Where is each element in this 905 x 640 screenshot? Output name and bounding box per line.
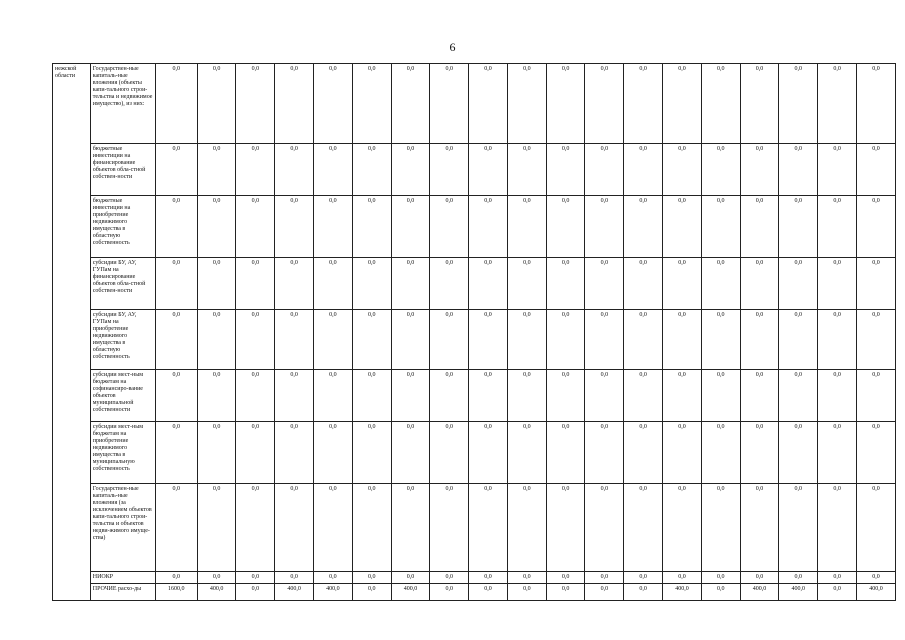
value-cell: 0,0 (856, 422, 895, 484)
value-cell: 0,0 (352, 196, 391, 258)
value-cell: 0,0 (507, 144, 546, 196)
value-cell: 0,0 (740, 64, 779, 144)
value-cell: 0,0 (391, 484, 430, 572)
value-cell: 0,0 (701, 64, 740, 144)
value-cell: 0,0 (391, 310, 430, 370)
value-cell: 0,0 (740, 572, 779, 584)
value-cell: 0,0 (275, 572, 314, 584)
value-cell: 0,0 (197, 64, 236, 144)
value-cell: 0,0 (624, 196, 663, 258)
value-cell: 0,0 (546, 422, 585, 484)
value-cell: 0,0 (585, 422, 624, 484)
value-cell: 0,0 (701, 144, 740, 196)
value-cell: 0,0 (469, 584, 508, 601)
table-row (53, 196, 896, 258)
value-cell: 0,0 (507, 584, 546, 601)
table-row (53, 370, 896, 422)
value-cell: 0,0 (352, 310, 391, 370)
value-cell: 0,0 (585, 196, 624, 258)
value-cell: 0,0 (585, 484, 624, 572)
value-cell: 0,0 (430, 144, 469, 196)
value-cell: 0,0 (856, 64, 895, 144)
table-row (53, 64, 896, 144)
value-cell: 0,0 (701, 572, 740, 584)
value-cell: 0,0 (663, 484, 702, 572)
row-label: субсидии мест-ным бюджетам на приобретение недвижимого имущества в муниципальную собственность (90, 422, 155, 484)
value-cell: 0,0 (585, 572, 624, 584)
value-cell: 0,0 (469, 196, 508, 258)
value-cell: 0,0 (352, 422, 391, 484)
value-cell: 400,0 (663, 584, 702, 601)
value-cell: 0,0 (779, 64, 818, 144)
value-cell: 0,0 (818, 144, 857, 196)
value-cell: 0,0 (314, 422, 353, 484)
value-cell: 0,0 (430, 196, 469, 258)
table-row (53, 484, 896, 572)
value-cell: 400,0 (275, 584, 314, 601)
row-label: субсидии БУ, АУ, ГУПам на приобретение недвижимого имущества в областную собственность (90, 310, 155, 370)
value-cell: 0,0 (469, 258, 508, 310)
value-cell: 0,0 (275, 484, 314, 572)
value-cell: 0,0 (701, 484, 740, 572)
row-label: Государствен-ные капиталь-ные вложения (за исключением объектов капи-тального строи-тельства и объектов недви-жимого имуще-ства) (90, 484, 155, 572)
value-cell: 0,0 (585, 64, 624, 144)
value-cell: 0,0 (469, 370, 508, 422)
value-cell: 0,0 (624, 64, 663, 144)
value-cell: 0,0 (469, 310, 508, 370)
value-cell: 0,0 (546, 572, 585, 584)
value-cell: 0,0 (352, 258, 391, 310)
value-cell: 0,0 (701, 370, 740, 422)
value-cell: 0,0 (275, 258, 314, 310)
value-cell: 0,0 (663, 64, 702, 144)
value-cell: 0,0 (430, 422, 469, 484)
value-cell: 0,0 (856, 144, 895, 196)
value-cell: 0,0 (430, 572, 469, 584)
value-cell: 0,0 (624, 484, 663, 572)
value-cell: 0,0 (779, 258, 818, 310)
value-cell: 400,0 (197, 584, 236, 601)
table-row (53, 422, 896, 484)
value-cell: 0,0 (818, 370, 857, 422)
value-cell: 0,0 (391, 572, 430, 584)
value-cell: 0,0 (546, 144, 585, 196)
value-cell: 0,0 (779, 196, 818, 258)
budget-table (52, 63, 896, 601)
value-cell: 0,0 (469, 64, 508, 144)
value-cell: 0,0 (236, 584, 275, 601)
row-label: бюджетные инвестиции на приобретение недвижимого имущества в областную собственность (90, 196, 155, 258)
value-cell: 0,0 (818, 64, 857, 144)
value-cell: 0,0 (856, 310, 895, 370)
value-cell: 0,0 (391, 370, 430, 422)
value-cell: 0,0 (546, 584, 585, 601)
value-cell: 0,0 (507, 422, 546, 484)
value-cell: 0,0 (740, 144, 779, 196)
value-cell: 0,0 (314, 572, 353, 584)
value-cell: 0,0 (663, 370, 702, 422)
row-label: бюджетные инвестиции на финансирование объектов обла-стной собствен-ности (90, 144, 155, 196)
value-cell: 0,0 (352, 370, 391, 422)
value-cell: 0,0 (701, 584, 740, 601)
value-cell: 0,0 (740, 196, 779, 258)
value-cell: 0,0 (430, 484, 469, 572)
value-cell: 0,0 (275, 144, 314, 196)
value-cell: 0,0 (585, 310, 624, 370)
value-cell: 1600,0 (155, 584, 197, 601)
value-cell: 0,0 (352, 572, 391, 584)
region-cell: нежской области (53, 64, 91, 601)
value-cell: 0,0 (663, 310, 702, 370)
value-cell: 0,0 (507, 196, 546, 258)
value-cell: 0,0 (236, 196, 275, 258)
value-cell: 0,0 (856, 484, 895, 572)
value-cell: 0,0 (197, 144, 236, 196)
value-cell: 0,0 (779, 484, 818, 572)
value-cell: 0,0 (314, 144, 353, 196)
value-cell: 0,0 (469, 144, 508, 196)
value-cell: 0,0 (391, 258, 430, 310)
value-cell: 0,0 (469, 422, 508, 484)
value-cell: 0,0 (856, 572, 895, 584)
value-cell: 0,0 (507, 370, 546, 422)
value-cell: 0,0 (818, 572, 857, 584)
value-cell: 0,0 (155, 144, 197, 196)
value-cell: 0,0 (740, 422, 779, 484)
row-label: субсидии БУ, АУ, ГУПам на финансирование объектов обла-стной собствен-ности (90, 258, 155, 310)
value-cell: 0,0 (314, 370, 353, 422)
value-cell: 0,0 (430, 258, 469, 310)
value-cell: 0,0 (818, 310, 857, 370)
value-cell: 0,0 (779, 370, 818, 422)
value-cell: 400,0 (391, 584, 430, 601)
value-cell: 0,0 (275, 196, 314, 258)
value-cell: 0,0 (236, 422, 275, 484)
value-cell: 0,0 (236, 64, 275, 144)
value-cell: 0,0 (197, 484, 236, 572)
value-cell: 0,0 (275, 370, 314, 422)
value-cell: 0,0 (275, 310, 314, 370)
value-cell: 400,0 (740, 584, 779, 601)
value-cell: 0,0 (701, 310, 740, 370)
value-cell: 0,0 (197, 370, 236, 422)
value-cell: 0,0 (507, 310, 546, 370)
value-cell: 0,0 (740, 310, 779, 370)
value-cell: 0,0 (469, 484, 508, 572)
value-cell: 0,0 (546, 196, 585, 258)
value-cell: 0,0 (585, 144, 624, 196)
value-cell: 0,0 (155, 310, 197, 370)
value-cell: 0,0 (430, 584, 469, 601)
value-cell: 0,0 (236, 370, 275, 422)
value-cell: 0,0 (624, 144, 663, 196)
value-cell: 0,0 (818, 422, 857, 484)
value-cell: 0,0 (314, 484, 353, 572)
value-cell: 0,0 (314, 64, 353, 144)
value-cell: 0,0 (155, 484, 197, 572)
value-cell: 0,0 (314, 258, 353, 310)
value-cell: 0,0 (740, 258, 779, 310)
row-label: ПРОЧИЕ расхо-ды (90, 584, 155, 601)
value-cell: 0,0 (546, 310, 585, 370)
value-cell: 0,0 (391, 196, 430, 258)
value-cell: 0,0 (314, 310, 353, 370)
value-cell: 0,0 (779, 572, 818, 584)
value-cell: 0,0 (430, 64, 469, 144)
value-cell: 0,0 (197, 258, 236, 310)
value-cell: 0,0 (314, 196, 353, 258)
value-cell: 0,0 (856, 370, 895, 422)
value-cell: 0,0 (236, 144, 275, 196)
value-cell: 400,0 (856, 584, 895, 601)
value-cell: 0,0 (701, 422, 740, 484)
value-cell: 0,0 (352, 64, 391, 144)
value-cell: 0,0 (740, 484, 779, 572)
value-cell: 0,0 (507, 572, 546, 584)
value-cell: 0,0 (430, 310, 469, 370)
value-cell: 0,0 (155, 422, 197, 484)
value-cell: 0,0 (663, 196, 702, 258)
value-cell: 0,0 (155, 196, 197, 258)
value-cell: 0,0 (155, 258, 197, 310)
value-cell: 0,0 (779, 422, 818, 484)
value-cell: 0,0 (546, 64, 585, 144)
value-cell: 0,0 (779, 144, 818, 196)
value-cell: 400,0 (779, 584, 818, 601)
value-cell: 0,0 (391, 64, 430, 144)
value-cell: 0,0 (818, 196, 857, 258)
value-cell: 0,0 (546, 258, 585, 310)
value-cell: 0,0 (155, 64, 197, 144)
value-cell: 0,0 (624, 572, 663, 584)
value-cell: 0,0 (391, 144, 430, 196)
row-label: субсидии мест-ным бюджетам на софинансиро-вание объектов муниципальной собственности (90, 370, 155, 422)
table-row (53, 258, 896, 310)
table-row (53, 572, 896, 584)
value-cell: 400,0 (314, 584, 353, 601)
value-cell: 0,0 (663, 572, 702, 584)
value-cell: 0,0 (507, 484, 546, 572)
value-cell: 0,0 (197, 196, 236, 258)
value-cell: 0,0 (856, 196, 895, 258)
value-cell: 0,0 (585, 258, 624, 310)
table-row (53, 144, 896, 196)
value-cell: 0,0 (818, 484, 857, 572)
value-cell: 0,0 (546, 484, 585, 572)
value-cell: 0,0 (740, 370, 779, 422)
table-row (53, 310, 896, 370)
value-cell: 0,0 (197, 572, 236, 584)
value-cell: 0,0 (275, 422, 314, 484)
row-label: НИОКР (90, 572, 155, 584)
value-cell: 0,0 (663, 422, 702, 484)
page-number: 6 (449, 40, 456, 54)
value-cell: 0,0 (236, 484, 275, 572)
value-cell: 0,0 (779, 310, 818, 370)
value-cell: 0,0 (663, 258, 702, 310)
value-cell: 0,0 (430, 370, 469, 422)
value-cell: 0,0 (585, 584, 624, 601)
value-cell: 0,0 (818, 258, 857, 310)
value-cell: 0,0 (352, 144, 391, 196)
value-cell: 0,0 (197, 422, 236, 484)
value-cell: 0,0 (818, 584, 857, 601)
value-cell: 0,0 (352, 584, 391, 601)
value-cell: 0,0 (197, 310, 236, 370)
row-label: Государствен-ные капиталь-ные вложения (объекты капи-тального строи-тельства и недвижимое имущество), из них: (90, 64, 155, 144)
value-cell: 0,0 (275, 64, 314, 144)
value-cell: 0,0 (155, 370, 197, 422)
value-cell: 0,0 (624, 310, 663, 370)
value-cell: 0,0 (236, 310, 275, 370)
value-cell: 0,0 (585, 370, 624, 422)
value-cell: 0,0 (856, 258, 895, 310)
table-row (53, 584, 896, 601)
value-cell: 0,0 (624, 584, 663, 601)
value-cell: 0,0 (507, 64, 546, 144)
value-cell: 0,0 (663, 144, 702, 196)
value-cell: 0,0 (624, 370, 663, 422)
value-cell: 0,0 (701, 258, 740, 310)
value-cell: 0,0 (469, 572, 508, 584)
value-cell: 0,0 (236, 572, 275, 584)
value-cell: 0,0 (155, 572, 197, 584)
value-cell: 0,0 (391, 422, 430, 484)
value-cell: 0,0 (624, 258, 663, 310)
value-cell: 0,0 (546, 370, 585, 422)
value-cell: 0,0 (701, 196, 740, 258)
value-cell: 0,0 (236, 258, 275, 310)
value-cell: 0,0 (507, 258, 546, 310)
value-cell: 0,0 (624, 422, 663, 484)
value-cell: 0,0 (352, 484, 391, 572)
